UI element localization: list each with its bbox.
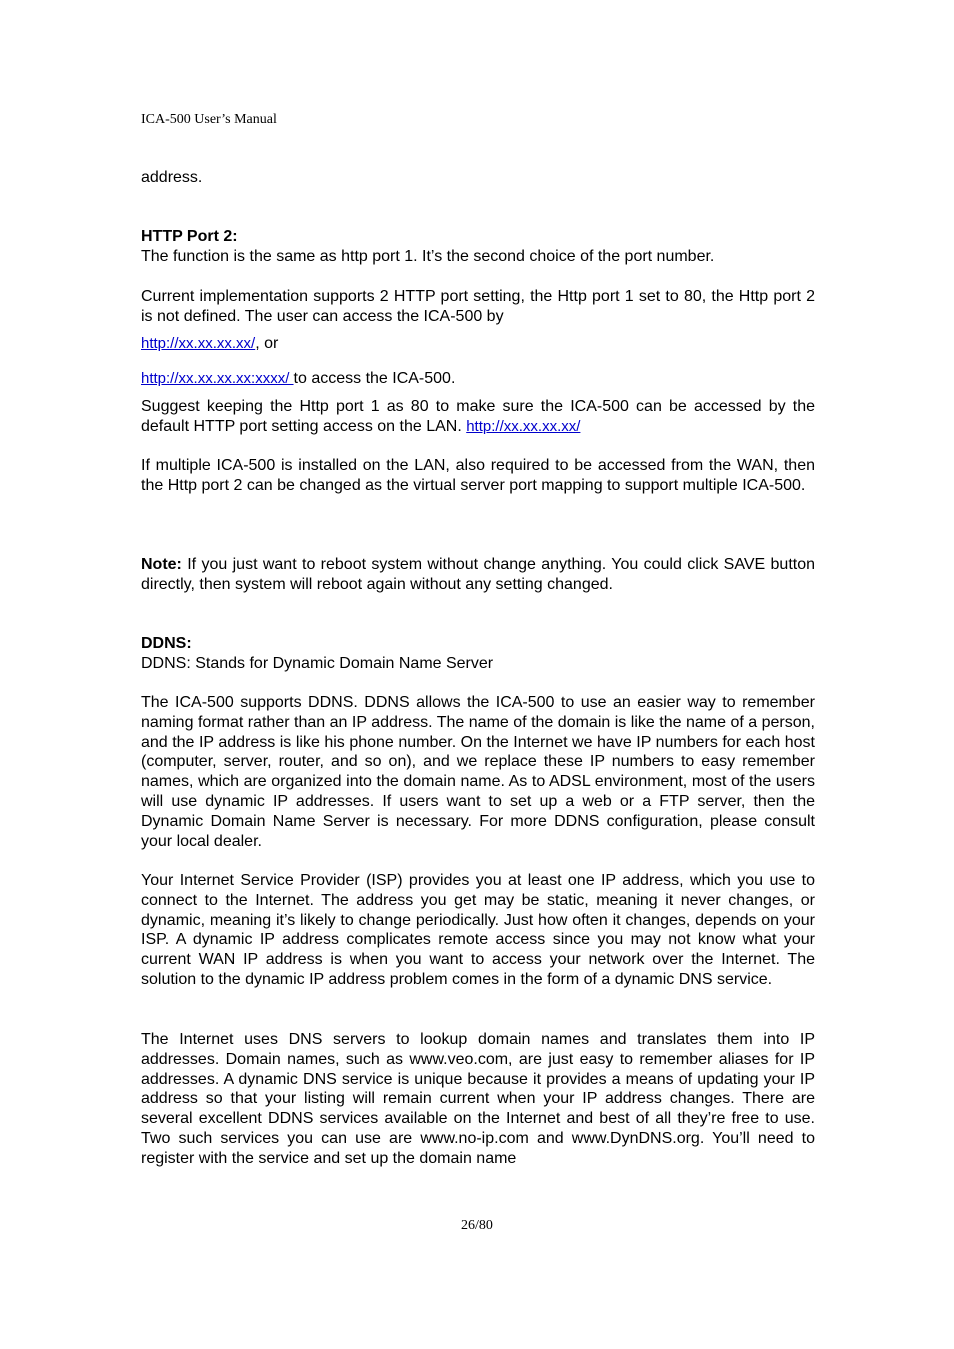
page-number: 26/80: [461, 1218, 493, 1233]
http-port2-heading: HTTP Port 2:: [141, 228, 238, 245]
ddns-heading: DDNS:: [141, 635, 192, 652]
intro-text: [141, 168, 815, 188]
http-port2-paragraph-1: The function is the same as http port 1. It’s the second choice of the port number.: [141, 247, 715, 265]
ddns-paragraph-3: Your Internet Service Provider (ISP) provides you at least one IP address, which you use to connect to the Internet. The address you get may be static, meaning it never changes, or dynamic, meaning it’s likely to change periodically. Just how often it changes, depends on your ISP. A dynamic IP address complicates remote access since you may not know what your current WAN IP address is when you want to access your network over the Internet. The solution to the dynamic IP address problem comes in the form of a dynamic DNS service.: [141, 872, 815, 988]
access-link-3[interactable]: http://xx.xx.xx.xx/: [466, 417, 581, 435]
ddns-block-2: [141, 693, 815, 851]
ddns-section: [141, 634, 815, 674]
access-link-1[interactable]: http://xx.xx.xx.xx/: [141, 335, 256, 352]
note-text: If you just want to reboot system without change anything. You could click SAVE button directly, then system will reboot again without any setting changed.: [141, 556, 815, 593]
http-port2-block-4: [141, 456, 815, 496]
http-port2-paragraph-2: Current implementation supports 2 HTTP port setting, the Http port 1 set to 80, the Http port 2 is not defined. The user can access the ICA-500 by: [141, 288, 815, 325]
http-port2-paragraph-4: If multiple ICA-500 is installed on the LAN, also required to be accessed from the WAN, then the Http port 2 can be changed as the virtual server port mapping to support multiple ICA-500.: [141, 457, 815, 494]
page-header: ICA-500 User’s Manual: [141, 112, 277, 127]
http-port2-paragraph-3: Suggest keeping the Http port 1 as 80 to make sure the ICA-500 can be accessed by the default HTTP port setting access on the LAN.: [141, 398, 815, 435]
link2-line: [141, 369, 815, 389]
link1-line: [141, 334, 815, 354]
ddns-block-3: [141, 871, 815, 990]
access-link-2[interactable]: http://xx.xx.xx.xx:xxxx/: [141, 370, 294, 387]
http-port2-block-2: [141, 287, 815, 327]
note-label: Note:: [141, 556, 182, 573]
ddns-paragraph-1: DDNS: Stands for Dynamic Domain Name Server: [141, 654, 494, 672]
intro-paragraph: address.: [141, 169, 203, 186]
http-port2-section: [141, 227, 815, 267]
ddns-paragraph-2: The ICA-500 supports DDNS. DDNS allows the ICA-500 to use an easier way to remember naming format rather than an IP address. The name of the domain is like the name of a person, and the IP address is like his phone number. On the Internet we have IP numbers for each host (computer, server, router, and so on), and we replace these IP numbers to easy remember names, which are organized into the domain name. As to ADSL environment, most of the users will use dynamic IP addresses. If users want to set up a web or a FTP server, then the Dynamic Domain Name Server is necessary. For more DDNS configuration, please consult your local dealer.: [141, 694, 815, 850]
link1-suffix: , or: [255, 335, 279, 352]
ddns-block-4: [141, 1030, 815, 1169]
http-port2-block-3: [141, 397, 815, 437]
link2-suffix: to access the ICA-500.: [293, 370, 456, 387]
ddns-paragraph-4: The Internet uses DNS servers to lookup domain names and translates them into IP addresses. Domain names, such as www.veo.com, are just easy to remember aliases for IP addresses. A dynamic DNS service is unique because it provides a means of updating your IP address so that your listing will remain current when your IP address changes. There are several excellent DDNS services available on the Internet and best of all they’re free to use. Two such services you can use are www.no-ip.com and www.DynDNS.org. You’ll need to register with the service and set up the domain name: [141, 1031, 815, 1167]
note-section: [141, 555, 815, 595]
